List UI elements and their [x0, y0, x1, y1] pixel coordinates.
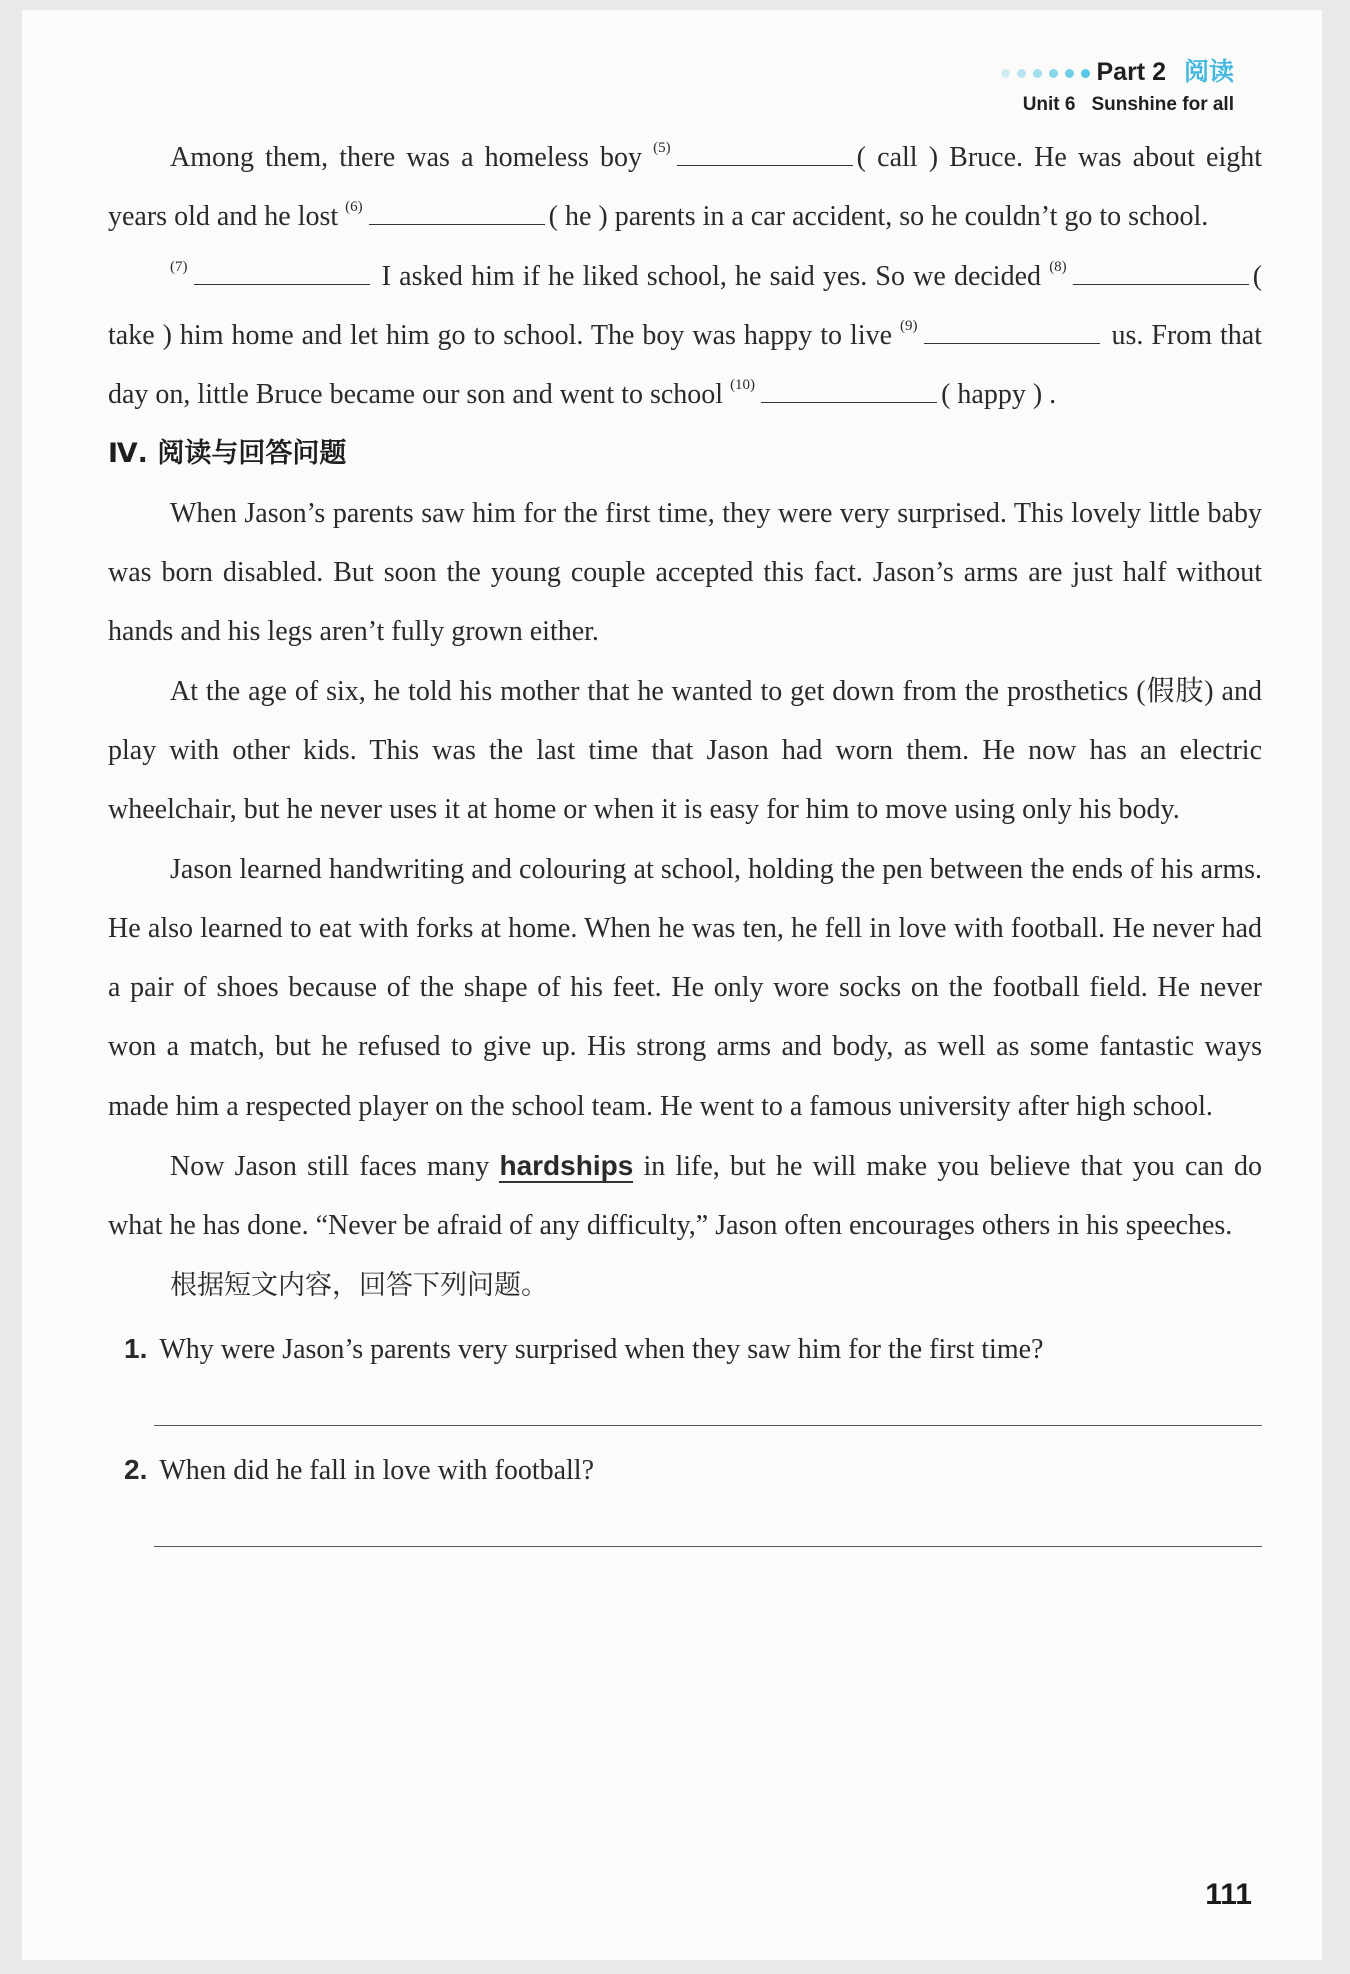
question-text: When did he fall in love with football?: [159, 1454, 595, 1486]
blank-number: (7): [170, 258, 188, 275]
question-number: 2.: [124, 1453, 148, 1485]
header-unit-line: [1001, 94, 1235, 116]
cloze-text: I asked him if he liked school, he said yes. So we decided: [381, 260, 1042, 292]
reading-paragraph-4: [108, 1136, 1262, 1256]
fill-blank[interactable]: [1073, 262, 1249, 285]
reading-paragraph-2: At the age of six, he told his mother that he wanted to get down from the prosthetics (假肢) and play with other kids. This was the last time that Jason had worn them. He now has an electric wheelchair, but he never uses it at home or when it is easy for him to move using only his body.: [108, 675, 1262, 826]
question-number: 1.: [124, 1332, 148, 1364]
blank-number: (5): [653, 140, 671, 156]
page-number: 111: [1205, 1878, 1252, 1911]
reading-paragraph-1: When Jason’s parents saw him for the first time, they were very surprised. This lovely little baby was born disabled. But soon the young couple accepted this fact. Jason’s arms are just half without hands and his legs aren’t fully grown either.: [108, 497, 1262, 648]
question-1: [108, 1329, 1262, 1370]
decorative-dots-icon: [1001, 58, 1097, 86]
cloze-paragraph-1: [108, 128, 1262, 247]
textbook-page: [22, 10, 1322, 1960]
page-header: [1001, 52, 1235, 116]
header-section-label: 阅读: [1183, 58, 1234, 86]
fill-blank[interactable]: [761, 380, 937, 403]
highlighted-word: hardships: [499, 1150, 634, 1182]
fill-blank[interactable]: [924, 321, 1100, 344]
header-unit: Unit 6: [1022, 94, 1076, 115]
answer-line[interactable]: [154, 1545, 1262, 1547]
instruction: 根据短文内容，回答下列问题。: [170, 1269, 548, 1301]
cloze-text: ( call ) Bruce. He was about eight years old and he lost: [108, 142, 1263, 233]
header-unit-title: Sunshine for all: [1091, 94, 1234, 115]
reading-text: in life, but he will make you believe that you can do what he has done. “Never be afraid of any difficulty,” Jason often encourages others in his speeches.: [108, 1151, 1263, 1242]
answer-line[interactable]: [154, 1424, 1262, 1426]
question-2: [108, 1450, 1262, 1491]
reading-text: Now Jason still faces many: [170, 1151, 490, 1183]
page-content: [108, 128, 1262, 1547]
blank-number: (6): [345, 199, 363, 216]
cloze-paragraph-2: [108, 247, 1262, 425]
fill-blank[interactable]: [677, 143, 853, 166]
cloze-text: ( take ) him home and let him go to school. The boy was happy to live: [108, 260, 1263, 351]
question-text: Why were Jason’s parents very surprised when they saw him for the first time?: [159, 1333, 1044, 1365]
cloze-text: Among them, there was a homeless boy: [170, 142, 643, 173]
cloze-text: us. From that day on, little Bruce became our son and went to school: [108, 319, 1263, 411]
header-part-line: [1001, 52, 1235, 88]
header-part: Part 2: [1096, 58, 1166, 86]
section-title: Ⅳ. 阅读与回答问题: [108, 438, 347, 470]
cloze-text: ( happy ) .: [941, 379, 1057, 411]
blank-number: (9): [900, 317, 918, 334]
blank-number: (10): [730, 377, 756, 394]
fill-blank[interactable]: [194, 262, 370, 285]
blank-number: (8): [1049, 258, 1067, 275]
fill-blank[interactable]: [369, 202, 545, 225]
reading-paragraph-3: Jason learned handwriting and colouring at school, holding the pen between the ends of his arms. He also learned to eat with forks at home. When he was ten, he fell in love with football. He never had a pair of shoes because of the shape of his feet. He only wore socks on the football field. He never won a match, but he refused to give up. His strong arms and body, as well as some fantastic ways made him a respected player on the school team. He went to a famous university after high school.: [108, 853, 1262, 1122]
cloze-text: ( he ) parents in a car accident, so he couldn’t go to school.: [548, 201, 1209, 233]
